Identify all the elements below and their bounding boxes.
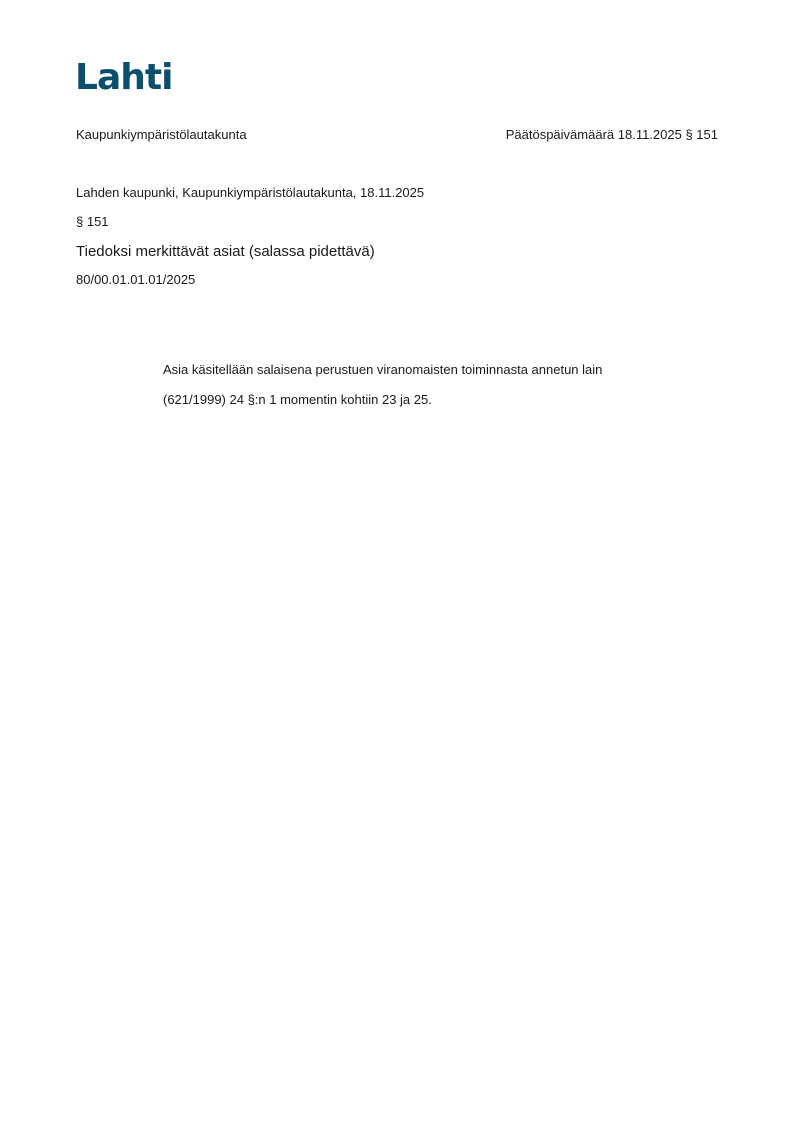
body-line-1: Asia käsitellään salaisena perustuen viranomaisten toiminnasta annetun lain bbox=[163, 362, 603, 377]
lahti-logo: Lahti bbox=[75, 57, 173, 98]
decision-date: Päätöspäivämäärä 18.11.2025 § 151 bbox=[505, 127, 718, 142]
diary-number: 80/00.01.01.01/2025 bbox=[76, 272, 196, 287]
body-paragraph bbox=[163, 355, 703, 415]
board-name: Kaupunkiympäristölautakunta bbox=[76, 127, 247, 142]
document-title: Tiedoksi merkittävät asiat (salassa pidettävä) bbox=[76, 243, 375, 260]
section-number: § 151 bbox=[76, 214, 109, 229]
body-line-2: (621/1999) 24 §:n 1 momentin kohtiin 23 ja 25. bbox=[163, 392, 432, 407]
meeting-info: Lahden kaupunki, Kaupunkiympäristölautakunta, 18.11.2025 bbox=[76, 185, 425, 200]
